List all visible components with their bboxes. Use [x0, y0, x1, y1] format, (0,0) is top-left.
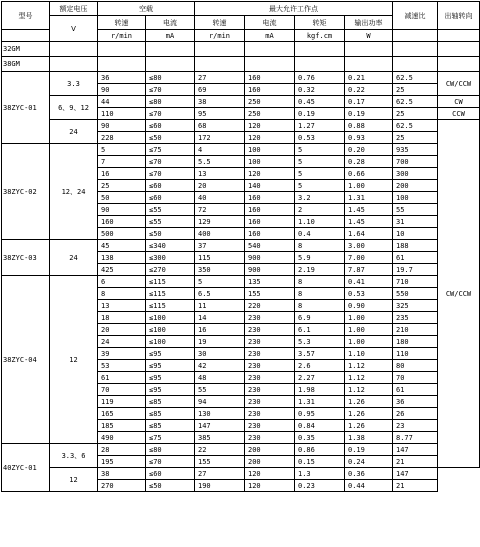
torque-cell: 6.1	[295, 324, 345, 336]
load-current-cell: 230	[245, 420, 295, 432]
ratio-cell: 300	[393, 168, 438, 180]
torque-cell: 0.45	[295, 96, 345, 108]
no-load-speed-cell: 50	[98, 192, 146, 204]
load-current-cell: 155	[245, 288, 295, 300]
no-load-speed-cell: 119	[98, 396, 146, 408]
header-torque: 转矩	[295, 16, 345, 30]
no-load-current-cell: ≤340	[146, 240, 195, 252]
no-load-speed-cell: 138	[98, 252, 146, 264]
load-current-cell: 120	[245, 132, 295, 144]
load-current-cell: 160	[245, 216, 295, 228]
model-cell: 38ZYC-01	[2, 72, 50, 144]
ratio-cell: 61	[393, 252, 438, 264]
no-load-current-cell: ≤60	[146, 468, 195, 480]
no-load-speed-cell: 36	[98, 72, 146, 84]
unit-voltage: V	[50, 16, 98, 42]
ratio-cell: 25	[393, 132, 438, 144]
no-load-speed-cell: 90	[98, 84, 146, 96]
torque-cell: 2	[295, 204, 345, 216]
output-power-cell: 0.44	[345, 480, 393, 492]
voltage-cell: 12	[50, 468, 98, 492]
torque-cell: 1.27	[295, 120, 345, 132]
load-speed-cell: 190	[195, 480, 245, 492]
load-speed-cell: 94	[195, 396, 245, 408]
load-speed-cell: 68	[195, 120, 245, 132]
output-power-cell: 1.12	[345, 372, 393, 384]
load-current-cell: 230	[245, 396, 295, 408]
header-load-current: 电流	[245, 16, 295, 30]
ratio-cell: 200	[393, 180, 438, 192]
no-load-current-cell: ≤70	[146, 108, 195, 120]
no-load-speed-cell: 45	[98, 240, 146, 252]
ratio-cell: 36	[393, 396, 438, 408]
load-speed-cell: 4	[195, 144, 245, 156]
load-current-cell: 160	[245, 228, 295, 240]
load-current-cell: 230	[245, 360, 295, 372]
no-load-speed-cell: 228	[98, 132, 146, 144]
no-load-current-cell: ≤300	[146, 252, 195, 264]
load-speed-cell: 129	[195, 216, 245, 228]
output-power-cell: 7.87	[345, 264, 393, 276]
voltage-cell: 6、9、12	[50, 96, 98, 120]
unit-no-load-speed: r/min	[98, 30, 146, 42]
voltage-cell: 3.3、6	[50, 444, 98, 468]
no-load-current-cell: ≤95	[146, 360, 195, 372]
torque-cell: 0.23	[295, 480, 345, 492]
output-power-cell: 0.36	[345, 468, 393, 480]
table-row	[2, 240, 480, 252]
load-current-cell: 140	[245, 180, 295, 192]
torque-cell: 0.15	[295, 456, 345, 468]
header-rotation: 出轴转向	[438, 2, 480, 30]
table-row	[2, 96, 480, 108]
ratio-cell: 62.5	[393, 72, 438, 84]
voltage-cell: 12、24	[50, 144, 98, 240]
table-row	[2, 444, 480, 456]
ratio-cell: 550	[393, 288, 438, 300]
no-load-current-cell: ≤70	[146, 456, 195, 468]
torque-cell: 8	[295, 300, 345, 312]
load-speed-cell: 30	[195, 348, 245, 360]
no-load-speed-cell: 490	[98, 432, 146, 444]
torque-cell: 2.6	[295, 360, 345, 372]
load-speed-cell: 72	[195, 204, 245, 216]
output-power-cell: 1.26	[345, 408, 393, 420]
no-load-current-cell: ≤60	[146, 192, 195, 204]
header-no-load-current: 电流	[146, 16, 195, 30]
ratio-cell: 70	[393, 372, 438, 384]
no-load-current-cell: ≤70	[146, 156, 195, 168]
output-power-cell: 0.21	[345, 72, 393, 84]
no-load-current-cell: ≤70	[146, 84, 195, 96]
output-power-cell: 0.53	[345, 288, 393, 300]
load-speed-cell: 13	[195, 168, 245, 180]
ratio-cell: 210	[393, 324, 438, 336]
load-speed-cell: 22	[195, 444, 245, 456]
model-cell: 38ZYC-03	[2, 240, 50, 276]
no-load-speed-cell: 8	[98, 288, 146, 300]
torque-cell: 0.76	[295, 72, 345, 84]
header-output-power: 输出功率	[345, 16, 393, 30]
no-load-current-cell: ≤115	[146, 288, 195, 300]
model-cell: 38ZYC-04	[2, 276, 50, 444]
load-current-cell: 100	[245, 156, 295, 168]
no-load-current-cell: ≤50	[146, 132, 195, 144]
table-row	[2, 120, 480, 132]
load-current-cell: 250	[245, 108, 295, 120]
unit-load-speed: r/min	[195, 30, 245, 42]
load-current-cell: 120	[245, 168, 295, 180]
torque-cell: 8	[295, 288, 345, 300]
torque-cell: 0.53	[295, 132, 345, 144]
no-load-speed-cell: 6	[98, 276, 146, 288]
no-load-speed-cell: 90	[98, 120, 146, 132]
load-speed-cell: 20	[195, 180, 245, 192]
output-power-cell: 0.90	[345, 300, 393, 312]
model-cell: 38ZYC-02	[2, 144, 50, 240]
ratio-cell: 147	[393, 468, 438, 480]
no-load-current-cell: ≤95	[146, 348, 195, 360]
no-load-current-cell: ≤55	[146, 204, 195, 216]
load-speed-cell: 27	[195, 72, 245, 84]
load-speed-cell: 19	[195, 336, 245, 348]
output-power-cell: 1.45	[345, 204, 393, 216]
rotation-cell: CCW	[438, 108, 480, 120]
load-speed-cell: 38	[195, 96, 245, 108]
ratio-cell: 700	[393, 156, 438, 168]
model-32gm: 32GM	[2, 42, 50, 57]
torque-cell: 5	[295, 180, 345, 192]
no-load-current-cell: ≤95	[146, 372, 195, 384]
ratio-cell: 31	[393, 216, 438, 228]
output-power-cell: 0.24	[345, 456, 393, 468]
output-power-cell: 7.00	[345, 252, 393, 264]
no-load-speed-cell: 165	[98, 408, 146, 420]
ratio-cell: 26	[393, 408, 438, 420]
header-rated-voltage: 额定电压	[50, 2, 98, 16]
ratio-cell: 62.5	[393, 96, 438, 108]
no-load-current-cell: ≤115	[146, 300, 195, 312]
no-load-speed-cell: 90	[98, 204, 146, 216]
load-current-cell: 230	[245, 432, 295, 444]
torque-cell: 6.9	[295, 312, 345, 324]
voltage-cell: 24	[50, 240, 98, 276]
rotation-cell: CW/CCW	[438, 72, 480, 96]
no-load-speed-cell: 110	[98, 108, 146, 120]
output-power-cell: 1.26	[345, 420, 393, 432]
no-load-current-cell: ≤50	[146, 228, 195, 240]
header-model: 型号	[2, 2, 50, 30]
load-speed-cell: 48	[195, 372, 245, 384]
output-power-cell: 0.28	[345, 156, 393, 168]
load-current-cell: 220	[245, 300, 295, 312]
torque-cell: 3.57	[295, 348, 345, 360]
output-power-cell: 1.45	[345, 216, 393, 228]
load-current-cell: 120	[245, 480, 295, 492]
ratio-cell: 935	[393, 144, 438, 156]
ratio-cell: 180	[393, 336, 438, 348]
ratio-cell: 21	[393, 480, 438, 492]
load-speed-cell: 42	[195, 360, 245, 372]
no-load-current-cell: ≤270	[146, 264, 195, 276]
load-speed-cell: 11	[195, 300, 245, 312]
output-power-cell: 1.31	[345, 192, 393, 204]
ratio-cell: 62.5	[393, 120, 438, 132]
load-current-cell: 540	[245, 240, 295, 252]
no-load-speed-cell: 270	[98, 480, 146, 492]
load-speed-cell: 115	[195, 252, 245, 264]
load-speed-cell: 385	[195, 432, 245, 444]
torque-cell: 5	[295, 168, 345, 180]
output-power-cell: 1.00	[345, 324, 393, 336]
torque-cell: 0.19	[295, 108, 345, 120]
rotation-cell: CW	[438, 96, 480, 108]
no-load-speed-cell: 5	[98, 144, 146, 156]
output-power-cell: 0.22	[345, 84, 393, 96]
torque-cell: 8	[295, 276, 345, 288]
load-current-cell: 200	[245, 456, 295, 468]
output-power-cell: 1.64	[345, 228, 393, 240]
no-load-current-cell: ≤60	[146, 180, 195, 192]
load-current-cell: 230	[245, 324, 295, 336]
torque-cell: 0.35	[295, 432, 345, 444]
torque-cell: 0.95	[295, 408, 345, 420]
no-load-current-cell: ≤50	[146, 480, 195, 492]
no-load-current-cell: ≤85	[146, 420, 195, 432]
no-load-current-cell: ≤85	[146, 396, 195, 408]
load-current-cell: 900	[245, 264, 295, 276]
load-speed-cell: 155	[195, 456, 245, 468]
no-load-current-cell: ≤100	[146, 324, 195, 336]
no-load-current-cell: ≤75	[146, 432, 195, 444]
no-load-current-cell: ≤80	[146, 96, 195, 108]
voltage-cell: 3.3	[50, 72, 98, 96]
output-power-cell: 1.26	[345, 396, 393, 408]
model-cell: 40ZYC-01	[2, 444, 50, 492]
load-speed-cell: 27	[195, 468, 245, 480]
output-power-cell: 0.17	[345, 96, 393, 108]
load-speed-cell: 55	[195, 384, 245, 396]
header-no-load: 空载	[98, 2, 195, 16]
no-load-current-cell: ≤60	[146, 120, 195, 132]
output-power-cell: 1.12	[345, 360, 393, 372]
header-no-load-speed: 转速	[98, 16, 146, 30]
no-load-speed-cell: 20	[98, 324, 146, 336]
unit-no-load-current: mA	[146, 30, 195, 42]
ratio-cell: 25	[393, 108, 438, 120]
ratio-cell: 188	[393, 240, 438, 252]
output-power-cell: 3.00	[345, 240, 393, 252]
output-power-cell: 1.00	[345, 312, 393, 324]
load-current-cell: 120	[245, 468, 295, 480]
ratio-cell: 61	[393, 384, 438, 396]
load-speed-cell: 14	[195, 312, 245, 324]
load-current-cell: 900	[245, 252, 295, 264]
no-load-speed-cell: 53	[98, 360, 146, 372]
ratio-cell: 710	[393, 276, 438, 288]
no-load-speed-cell: 195	[98, 456, 146, 468]
torque-cell: 0.86	[295, 444, 345, 456]
load-speed-cell: 16	[195, 324, 245, 336]
load-current-cell: 230	[245, 348, 295, 360]
no-load-current-cell: ≤70	[146, 168, 195, 180]
torque-cell: 5	[295, 144, 345, 156]
ratio-cell: 147	[393, 444, 438, 456]
torque-cell: 8	[295, 240, 345, 252]
no-load-current-cell: ≤100	[146, 312, 195, 324]
load-speed-cell: 350	[195, 264, 245, 276]
torque-cell: 0.84	[295, 420, 345, 432]
load-speed-cell: 40	[195, 192, 245, 204]
model-38gm: 38GM	[2, 57, 50, 72]
no-load-speed-cell: 44	[98, 96, 146, 108]
output-power-cell: 0.19	[345, 108, 393, 120]
output-power-cell: 1.00	[345, 336, 393, 348]
table-row	[2, 468, 480, 480]
torque-cell: 5.9	[295, 252, 345, 264]
load-current-cell: 135	[245, 276, 295, 288]
load-current-cell: 160	[245, 192, 295, 204]
ratio-cell: 8.77	[393, 432, 438, 444]
no-load-speed-cell: 160	[98, 216, 146, 228]
unit-torque: kgf.cm	[295, 30, 345, 42]
no-load-current-cell: ≤80	[146, 72, 195, 84]
ratio-cell: 21	[393, 456, 438, 468]
ratio-cell: 25	[393, 84, 438, 96]
torque-cell: 1.98	[295, 384, 345, 396]
ratio-cell: 23	[393, 420, 438, 432]
load-current-cell: 160	[245, 72, 295, 84]
torque-cell: 1.10	[295, 216, 345, 228]
header-load-speed: 转速	[195, 16, 245, 30]
load-speed-cell: 130	[195, 408, 245, 420]
load-speed-cell: 400	[195, 228, 245, 240]
no-load-speed-cell: 24	[98, 336, 146, 348]
no-load-speed-cell: 38	[98, 468, 146, 480]
rotation-cell: CW/CCW	[438, 120, 480, 468]
ratio-cell: 55	[393, 204, 438, 216]
output-power-cell: 1.12	[345, 384, 393, 396]
torque-cell: 1.3	[295, 468, 345, 480]
torque-cell: 3.2	[295, 192, 345, 204]
load-speed-cell: 172	[195, 132, 245, 144]
load-speed-cell: 5	[195, 276, 245, 288]
no-load-current-cell: ≤85	[146, 408, 195, 420]
output-power-cell: 1.00	[345, 180, 393, 192]
load-current-cell: 160	[245, 84, 295, 96]
load-current-cell: 200	[245, 444, 295, 456]
load-speed-cell: 69	[195, 84, 245, 96]
output-power-cell: 1.10	[345, 348, 393, 360]
ratio-cell: 325	[393, 300, 438, 312]
voltage-cell: 24	[50, 120, 98, 144]
no-load-speed-cell: 18	[98, 312, 146, 324]
no-load-speed-cell: 500	[98, 228, 146, 240]
torque-cell: 0.4	[295, 228, 345, 240]
load-speed-cell: 147	[195, 420, 245, 432]
ratio-cell: 235	[393, 312, 438, 324]
output-power-cell: 0.93	[345, 132, 393, 144]
output-power-cell: 1.38	[345, 432, 393, 444]
torque-cell: 5	[295, 156, 345, 168]
no-load-speed-cell: 28	[98, 444, 146, 456]
torque-cell: 2.19	[295, 264, 345, 276]
no-load-current-cell: ≤75	[146, 144, 195, 156]
ratio-cell: 10	[393, 228, 438, 240]
load-current-cell: 120	[245, 120, 295, 132]
unit-load-current: mA	[245, 30, 295, 42]
torque-cell: 0.32	[295, 84, 345, 96]
output-power-cell: 0.66	[345, 168, 393, 180]
no-load-current-cell: ≤100	[146, 336, 195, 348]
ratio-cell: 100	[393, 192, 438, 204]
no-load-current-cell: ≤115	[146, 276, 195, 288]
motor-spec-table	[1, 1, 480, 492]
table-row	[2, 72, 480, 84]
load-speed-cell: 95	[195, 108, 245, 120]
torque-cell: 2.27	[295, 372, 345, 384]
header-max-load: 最大允许工作点	[195, 2, 393, 16]
output-power-cell: 0.41	[345, 276, 393, 288]
load-speed-cell: 5.5	[195, 156, 245, 168]
load-current-cell: 230	[245, 336, 295, 348]
load-speed-cell: 6.5	[195, 288, 245, 300]
no-load-current-cell: ≤80	[146, 444, 195, 456]
table-row	[2, 144, 480, 156]
no-load-speed-cell: 39	[98, 348, 146, 360]
no-load-speed-cell: 16	[98, 168, 146, 180]
ratio-cell: 80	[393, 360, 438, 372]
no-load-speed-cell: 61	[98, 372, 146, 384]
torque-cell: 5.3	[295, 336, 345, 348]
load-current-cell: 160	[245, 204, 295, 216]
no-load-speed-cell: 13	[98, 300, 146, 312]
load-speed-cell: 37	[195, 240, 245, 252]
no-load-speed-cell: 70	[98, 384, 146, 396]
ratio-cell: 110	[393, 348, 438, 360]
unit-power: W	[345, 30, 393, 42]
voltage-cell: 12	[50, 276, 98, 444]
load-current-cell: 230	[245, 384, 295, 396]
no-load-current-cell: ≤55	[146, 216, 195, 228]
load-current-cell: 230	[245, 408, 295, 420]
table-row	[2, 276, 480, 288]
load-current-cell: 230	[245, 372, 295, 384]
header-ratio: 减速比	[393, 2, 438, 30]
no-load-speed-cell: 25	[98, 180, 146, 192]
load-current-cell: 250	[245, 96, 295, 108]
no-load-speed-cell: 185	[98, 420, 146, 432]
torque-cell: 1.31	[295, 396, 345, 408]
output-power-cell: 0.19	[345, 444, 393, 456]
no-load-current-cell: ≤95	[146, 384, 195, 396]
output-power-cell: 0.88	[345, 120, 393, 132]
load-current-cell: 230	[245, 312, 295, 324]
load-current-cell: 100	[245, 144, 295, 156]
no-load-speed-cell: 7	[98, 156, 146, 168]
ratio-cell: 19.7	[393, 264, 438, 276]
no-load-speed-cell: 425	[98, 264, 146, 276]
output-power-cell: 0.20	[345, 144, 393, 156]
